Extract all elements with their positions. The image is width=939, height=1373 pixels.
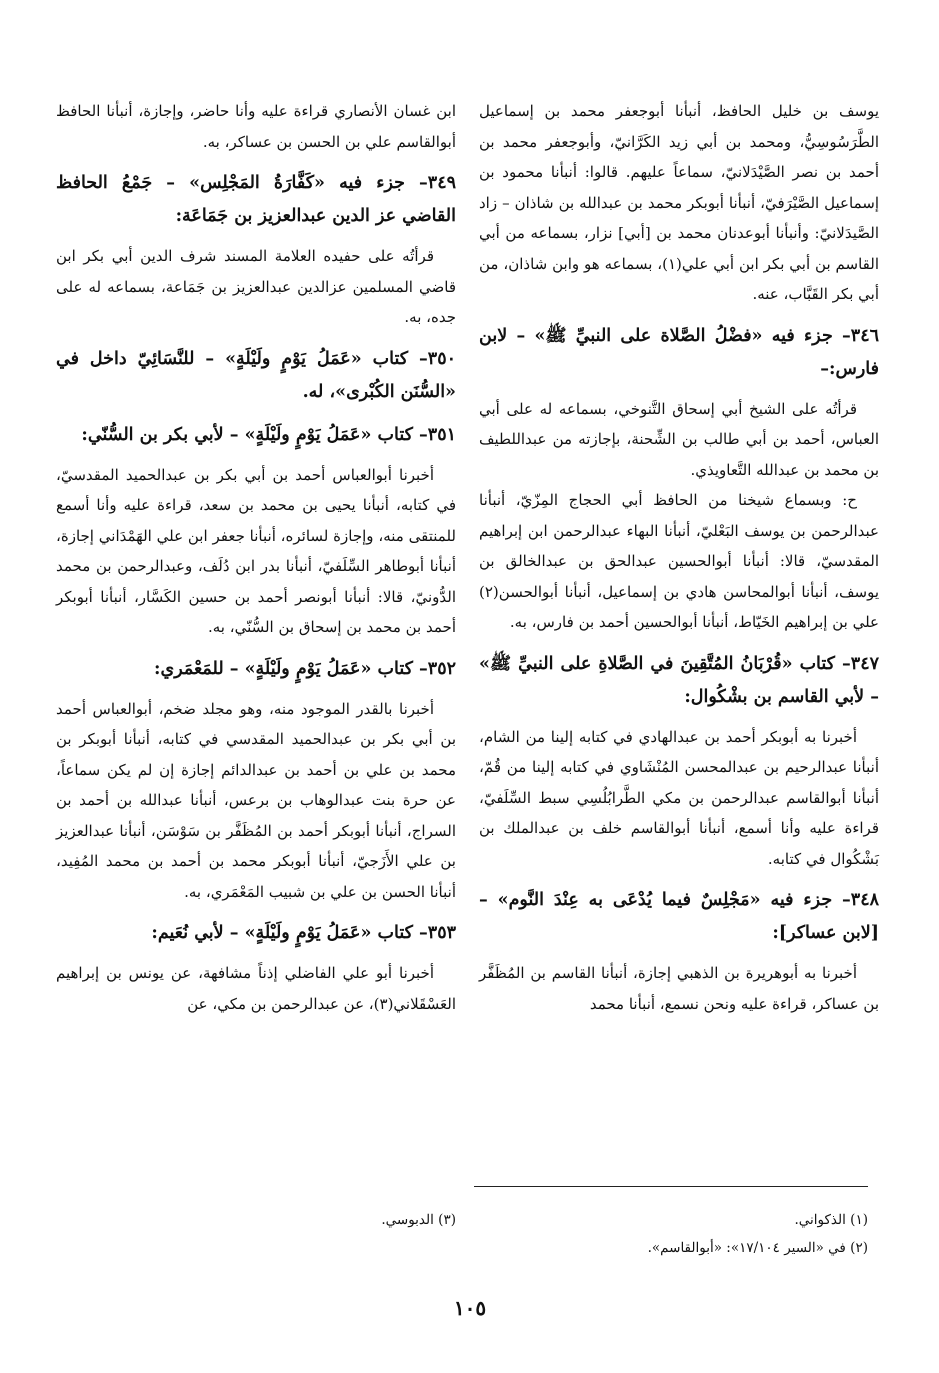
left-column <box>56 96 456 1019</box>
right-column <box>479 96 879 1019</box>
entry-heading-352: ٣٥٢– كتاب «عَمَلُ يَوْمٍ ولَيْلَةٍ» – للمَعْمَري: <box>154 658 456 679</box>
paragraph: قرأتُه على الشيخ أبي إسحاق التَّنوخي، بسماعه له على أبي العباس، أحمد بن أبي طالب بن الشِّحنة، بإجازته من عبداللطيف بن محمد بن عبدالله التَّعاويذي. <box>479 399 879 479</box>
paragraph: ح: وبسماع شيخنا من الحافظ أبي الحجاج المِزّيّ، أنبأنا عبدالرحمن بن يوسف البَعْليّ، أنبأنا البهاء عبدالرحمن ابن إبراهيم المقدسيّ، قالا: أنبأنا أبوالحسين عبدالحق بن عبدالخالق بن يوسف، أنبأنا أبوالمحاسن هادي بن إسماعيل، أنبأنا أبوالحسن(٢) علي بن إبراهيم الخَيّاط، أنبأنا أبوالحسين أحمد بن فارس، به. <box>479 491 879 631</box>
footnote-divider <box>474 1186 868 1187</box>
footnote-2: (٢) في «السير ١٧/١٠٤»: «أبوالقاسم». <box>647 1240 868 1256</box>
footnote-3: (٣) الدبوسي. <box>381 1212 456 1228</box>
paragraph: أخبرنا أبوالعباس أحمد بن أبي بكر بن عبدالحميد المقدسيّ، في كتابه، أنبأنا يحيى بن محمد بن سعد، قراءة عليه وأنا أسمع للمنتقى منه، وإجازة لسائره، أنبأنا جعفر ابن علي الهَمْدَاني إجازة، أنبأنا أبوطاهر السِّلَفيّ، أنبأنا بدر ابن دُلَف، وعبدالرحمن بن محمد الدُّونيّ، قالا: أنبأنا أبونصر أحمد بن حسين الكَسَّار، أنبأنا أبوبكر أحمد بن محمد بن إسحاق بن السُّنّي، به. <box>56 465 456 636</box>
entry-heading-351: ٣٥١– كتاب «عَمَلُ يَوْمٍ ولَيْلَةٍ» – لأبي بكر بن السُّنّي: <box>81 424 456 445</box>
footnotes-right <box>474 1206 868 1262</box>
paragraph: يوسف بن خليل الحافظ، أنبأنا أبوجعفر محمد بن إسماعيل الطَّرَسُوسِيُّ، ومحمد بن أبي زيد الكَرَّانيّ، وأبوجعفر محمد بن أحمد بن نصر الصَّيْدَلانيّ، سماعاً عليهم. قالوا: أنبأنا محمود بن إسماعيل الصَّيْرَفيّ، أنبأنا أبوبكر محمد بن عبدالله بن شاذان – زاد الصَّيدَلانيّ: وأنبأنا أبوعدنان محمد بن [أبي] نزار، بسماعه من أبي القاسم بن أبي بكر ابن أبي علي(١)، بسماعه هو وابن شاذان، من أبي بكر القَبَّاب، عنه. <box>479 102 879 303</box>
entry-heading-349: ٣٤٩– جزء فيه «كَفَّارَةُ المَجْلِس» – جَمْعُ الحافظ القاضي عز الدين عبدالعزيز بن جَمَاعَة: <box>56 173 456 226</box>
paragraph: قرأتُه على حفيده العلامة المسند شرف الدين أبي بكر ابن قاضي المسلمين عزالدين عبدالعزيز بن جَمَاعة، بسماعه له على جده، به. <box>56 247 456 326</box>
entry-heading-346: ٣٤٦– جزء فيه «فضْلُ الصَّلاة على النبيِّ ﷺ» – لابن فارس:– <box>479 325 879 379</box>
paragraph: أخبرنا به أبوبكر أحمد بن عبدالهادي في كتابه إلينا من الشام، أنبأنا عبدالرحيم بن عبدالمحسن المُنْشَاوي في كتابه إلينا من قُمّ، أنبأنا أبوالقاسم عبدالرحمن بن مكي الطَّرابُلُسِي سبط السِّلَفيّ، قراءة عليه وأنا أسمع، أنبأنا أبوالقاسم خلف بن عبدالملك بن بَشْكُوال في كتابه. <box>479 727 879 868</box>
entry-heading-350: ٣٥٠– كتاب «عَمَلُ يَوْمٍ ولَيْلَةٍ» – للنَّسَائِيّ داخل في «السُّنَن الكُبْرى»، له. <box>56 348 456 402</box>
entry-heading-347: ٣٤٧– كتاب «قُرْبَانُ المُتَّقِينَ في الصَّلاةِ على النبيِّ ﷺ» – لأبي القاسم بن بشْكُوال: <box>479 653 879 707</box>
footnote-1: (١) الذكواني. <box>794 1212 868 1228</box>
entry-heading-353: ٣٥٣– كتاب «عَمَلُ يَوْمٍ ولَيْلَةٍ» – لأبي نُعَيم: <box>151 923 456 943</box>
paragraph: أخبرنا أبو علي الفاضلي إذناً مشافهة، عن يونس بن إبراهيم العَسْقَلاني(٣)، عن عبدالرحمن بن مكي، عن <box>56 964 456 1013</box>
paragraph: أخبرنا به أبوهريرة بن الذهبي إجازة، أنبأنا القاسم بن المُظَفَّر بن عساكر، قراءة عليه ونحن نسمع، أنبأنا محمد <box>479 964 879 1013</box>
page-number: ١٠٥ <box>453 1296 487 1320</box>
entry-heading-348: ٣٤٨– جزء فيه «مَجْلِسٌ فيما يُدْعَى به عِنْدَ النَّوم» – [لابن عساكر]: <box>479 890 879 943</box>
paragraph: ابن غسان الأنصاري قراءة عليه وأنا حاضر، وإجازة، أنبأنا الحافظ أبوالقاسم علي بن الحسن بن عساكر، به. <box>56 102 456 151</box>
footnotes-left <box>56 1206 456 1234</box>
paragraph: أخبرنا بالقدر الموجود منه، وهو مجلد ضخم، أبوالعباس أحمد بن أبي بكر بن عبدالحميد المقدسي في كتابه، أنبأنا أبوبكر بن محمد بن علي بن أحمد بن عبدالدائم إجازة إن لم يكن سماعاً، عن حرة بنت عبدالوهاب بن برعس، أنبأنا عبدالله بن أحمد بن السراج، أنبأنا أبوبكر أحمد بن المُظَفَّر بن سَوْسَن، أنبأنا عبدالعزيز بن علي الأَزَجيّ، أنبأنا أبوبكر محمد بن أحمد بن محمد المُفِيد، أنبأنا الحسن بن علي بن شبيب المَعْمَري، به. <box>56 699 456 901</box>
